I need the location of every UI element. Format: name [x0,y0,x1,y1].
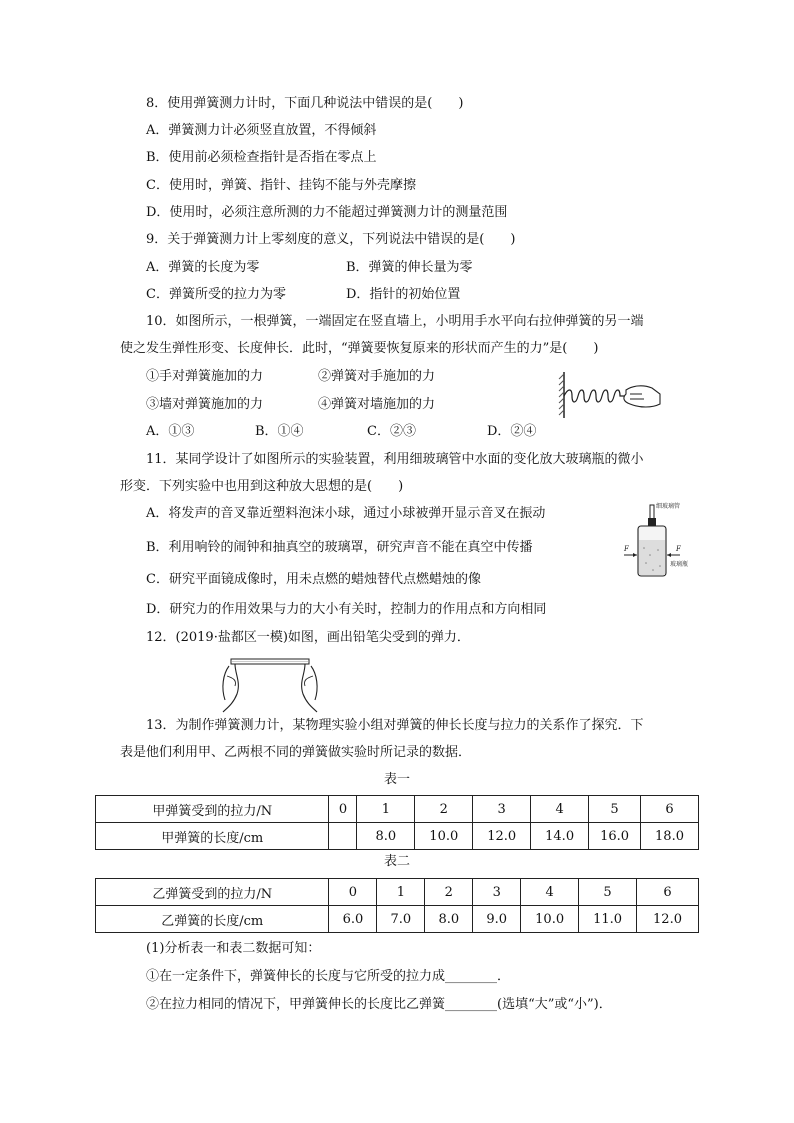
q12-stem: 12．(2019·盐都区一模)如图，画出铅笔尖受到的弹力． [146,630,470,645]
table-cell: 3 [473,879,521,906]
table2-row-length [96,906,699,933]
q8-stem: 8．使用弹簧测力计时，下面几种说法中错误的是( ) [146,96,464,111]
table-cell: 6 [637,879,699,906]
q9-option-c: C．弹簧所受的拉力为零 [146,287,286,302]
q10-statement-1: ①手对弹簧施加的力 [146,369,264,384]
q13-sub1-b: ②在拉力相同的情况下，甲弹簧伸长的长度比乙弹簧________(选填“大”或“小”)． [146,997,612,1012]
q10-statement-4: ④弹簧对墙施加的力 [318,397,436,412]
q8-option-a: A．弹簧测力计必须竖直放置，不得倾斜 [146,123,377,138]
q11-stem-line1: 11．某同学设计了如图所示的实验装置，利用细玻璃管中水面的变化放大玻璃瓶的微小 [146,452,644,467]
table-cell: 2 [415,796,473,823]
q12-pencil-figure [213,654,325,714]
q11-option-c: C．研究平面镜成像时，用未点燃的蜡烛替代点燃蜡烛的像 [146,572,481,587]
q8-option-c: C．使用时，弹簧、指针、挂钩不能与外壳摩擦 [146,178,416,193]
q13-sub1-a: ①在一定条件下，弹簧伸长的长度与它所受的拉力成________． [146,969,511,984]
table-cell: 1 [377,879,425,906]
table-cell: 4 [521,879,579,906]
q10-stem-line1: 10．如图所示，一根弹簧，一端固定在竖直墙上，小明用手水平向右拉伸弹簧的另一端 [146,314,644,329]
q10-option-b: B．①④ [255,424,304,439]
q10-option-d: D．②④ [487,424,537,439]
table1-row2-label: 甲弹簧的长度/cm [96,823,329,850]
table2-row2-label: 乙弹簧的长度/cm [96,906,329,933]
q11-force-left-label: F [624,545,629,553]
q10-stem-line2: 使之发生弹性形变、长度伸长．此时，“弹簧要恢复原来的形状而产生的力”是( ) [120,341,599,356]
q11-stem-line2: 形变．下列实验中也用到这种放大思想的是( ) [120,479,404,494]
table2-row-force [96,879,699,906]
table-cell: 6.0 [329,906,377,933]
q11-option-d: D．研究力的作用效果与力的大小有关时，控制力的作用点和方向相同 [146,602,547,617]
table-cell: 7.0 [377,906,425,933]
table-cell: 5 [579,879,637,906]
table-cell: 8.0 [357,823,415,850]
q9-stem: 9．关于弹簧测力计上零刻度的意义，下列说法中错误的是( ) [146,232,516,247]
q11-option-b: B．利用响铃的闹钟和抽真空的玻璃罩，研究声音不能在真空中传播 [146,540,533,555]
table-cell: 18.0 [641,823,699,850]
table-cell: 6 [641,796,699,823]
q9-option-a: A．弹簧的长度为零 [146,260,260,275]
table1-row1-label: 甲弹簧受到的拉力/N [96,796,329,823]
q10-statement-2: ②弹簧对手施加的力 [318,369,436,384]
table-cell: 0 [329,879,377,906]
table2-caption: 表二 [383,854,410,869]
table-cell: 16.0 [589,823,641,850]
q10-option-c: C．②③ [367,424,416,439]
q10-spring-figure [556,368,666,422]
table-cell-blank[interactable] [329,823,357,850]
q11-force-right-label: F [676,545,681,553]
q8-option-b: B．使用前必须检查指针是否指在零点上 [146,150,377,165]
q13-sub1: (1)分析表一和表二数据可知： [146,941,321,956]
table-cell: 1 [357,796,415,823]
table1 [95,795,699,850]
table-cell: 9.0 [473,906,521,933]
table-cell: 3 [473,796,531,823]
table-cell: 12.0 [473,823,531,850]
q10-statement-3: ③墙对弹簧施加的力 [146,397,264,412]
table-cell: 10.0 [521,906,579,933]
q10-option-a: A．①③ [146,424,195,439]
q9-option-d: D．指针的初始位置 [346,287,461,302]
table-cell: 10.0 [415,823,473,850]
table-cell: 0 [329,796,357,823]
table1-row-length [96,823,699,850]
q13-stem-line1: 13．为制作弹簧测力计，某物理实验小组对弹簧的伸长长度与拉力的关系作了探究．下 [146,718,644,733]
q11-bottle-label: 玻璃瓶 [670,561,689,568]
q9-option-b: B．弹簧的伸长量为零 [346,260,473,275]
table-cell: 14.0 [531,823,589,850]
table1-caption: 表一 [383,772,410,787]
table-cell: 2 [425,879,473,906]
q8-option-d: D．使用时，必须注意所测的力不能超过弹簧测力计的测量范围 [146,205,508,220]
table2 [95,878,699,933]
table-cell: 4 [531,796,589,823]
table-cell: 11.0 [579,906,637,933]
q11-option-a: A．将发声的音叉靠近塑料泡沫小球，通过小球被弹开显示音叉在振动 [146,506,546,521]
table-cell: 5 [589,796,641,823]
table-cell: 12.0 [637,906,699,933]
table-cell: 8.0 [425,906,473,933]
q11-tube-label: 细玻璃管 [656,503,681,510]
q11-bottle-figure [620,500,690,585]
table1-row-force [96,796,699,823]
table2-row1-label: 乙弹簧受到的拉力/N [96,879,329,906]
q13-stem-line2: 表是他们利用甲、乙两根不同的弹簧做实验时所记录的数据． [120,745,472,760]
